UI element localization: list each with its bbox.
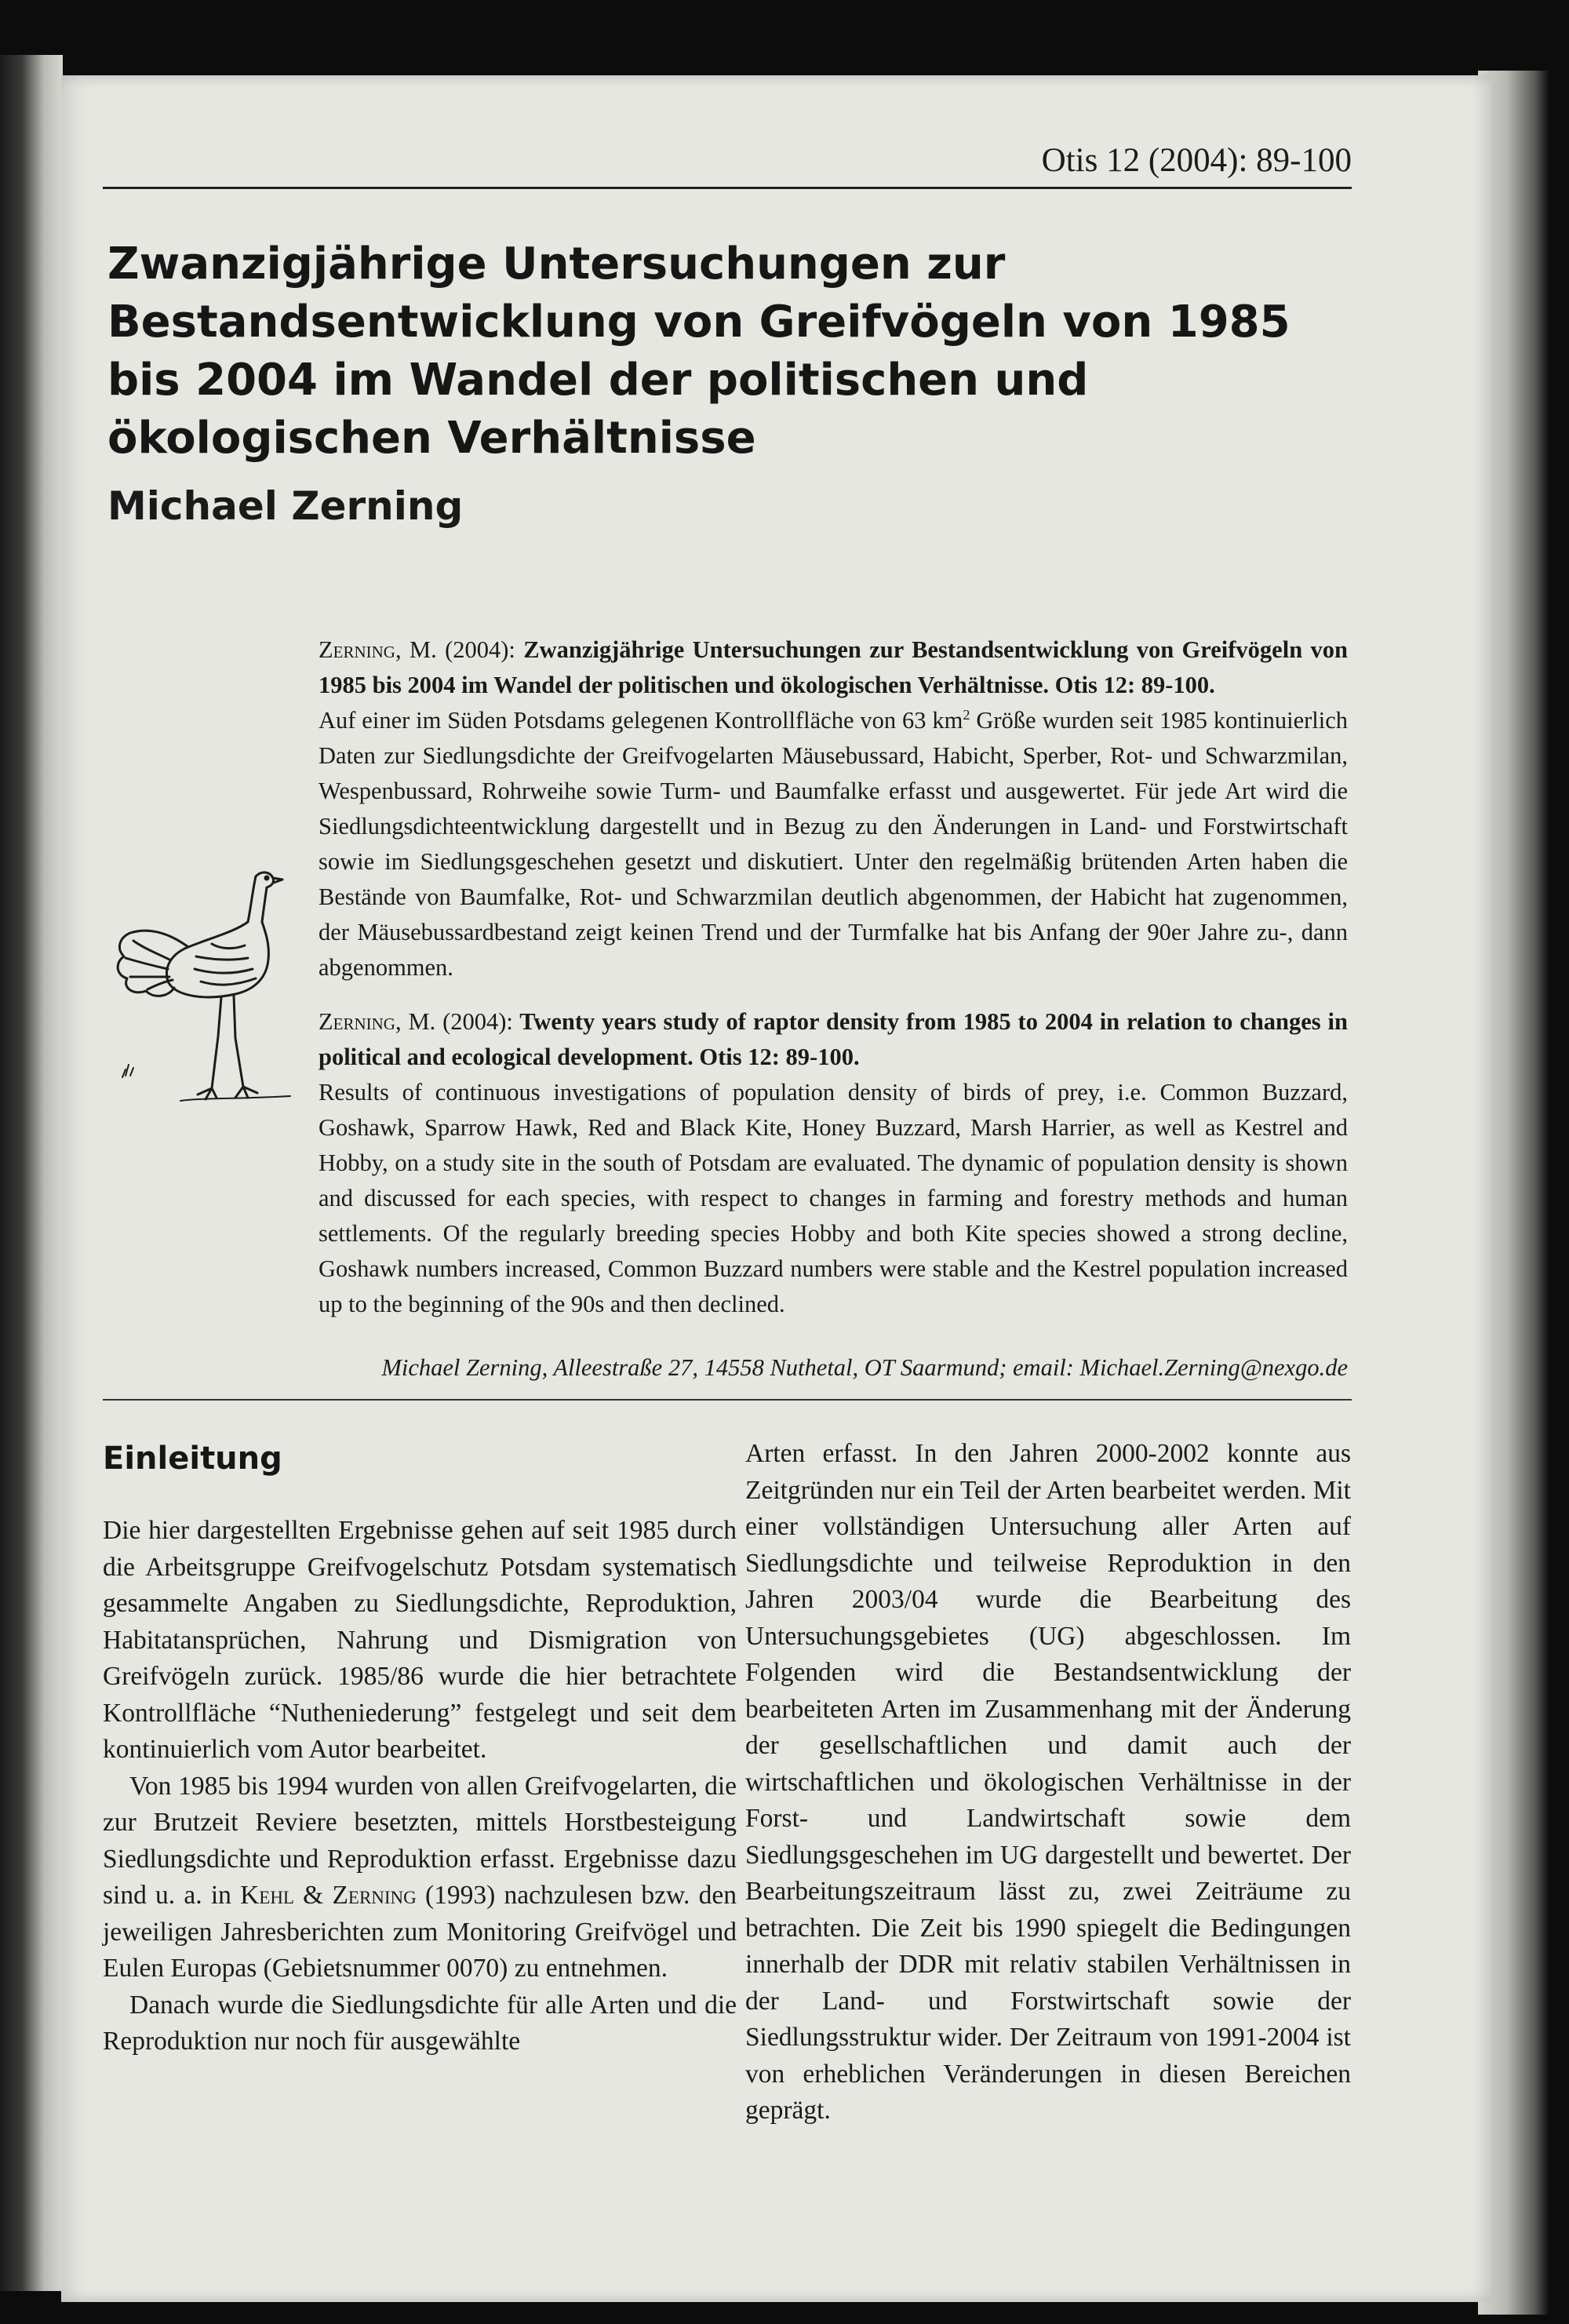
- citation-title: Zwanzigjährige Untersuchungen zur Bestandsentwicklung von Greifvögeln von 1985 bis 2004 im Wandel der politischen und ökologischen Verhältnisse. Otis 12: 89-100.: [319, 636, 1348, 698]
- header-rule: [103, 187, 1352, 189]
- citation-author: Zerning: [319, 636, 395, 663]
- reference-kehl-zerning: Kehl & Zerning: [240, 1881, 417, 1910]
- great-bustard-illustration: [102, 859, 306, 1118]
- intro-paragraph-2: Von 1985 bis 1994 wurden von allen Greifvogelarten, die zur Brutzeit Reviere besetzten, mittels Horstbesteigung Siedlungsdichte und Reproduktion erfasst. Ergebnisse dazu sind u. a. in Kehl & Zerning (1993) nachzulesen bzw. den jeweiligen Jahresberichten zum Monitoring Greifvögel und Eulen Europas (Gebietsnummer 0070) zu entnehmen.: [103, 1771, 737, 1983]
- abstract-english: [319, 1004, 1348, 1322]
- citation-year: , M. (2004):: [395, 1008, 513, 1035]
- running-head: Otis 12 (2004): 89-100: [1041, 142, 1352, 179]
- article-author: Michael Zerning: [107, 483, 464, 529]
- abstract-english-citation: [319, 1004, 1348, 1075]
- intro-paragraph-1: Die hier dargestellten Ergebnisse gehen auf seit 1985 durch die Arbeitsgruppe Greifvogelschutz Potsdam systematisch gesammelte Angaben zu Siedlungsdichte, Reproduktion, Habitatansprüchen, Nahrung und Dismigration von Greifvögeln zurück. 1985/86 wurde die hier betrachtete Kontrollfläche “Nutheniederung” festgelegt und seit dem kontinuierlich vom Autor bearbeitet.: [103, 1516, 737, 1764]
- abstract-english-text: Results of continuous investigations of population density of birds of prey, i.e. Common Buzzard, Goshawk, Sparrow Hawk, Red and Black Kite, Honey Buzzard, Marsh Harrier, as well as Kestrel and Hobby, on a study site in the south of Potsdam are evaluated. The dynamic of population density is shown and discussed for each species, with respect to changes in farming and forestry methods and human settlements. Of the regularly breeding species Hobby and both Kite species showed a strong decline, Goshawk numbers increased, Common Buzzard numbers were stable and the Kestrel population increased up to the beginning of the 90s and then declined.: [319, 1079, 1348, 1317]
- intro-paragraph-4: Arten erfasst. In den Jahren 2000-2002 konnte aus Zeitgründen nur ein Teil der Arten bearbeitet werden. Mit einer vollständigen Untersuchung aller Arten auf Siedlungsdichte und teilweise Reproduktion in den Jahren 2003/04 wurde die Bearbeitung des Untersuchungsgebietes (UG) abgeschlossen. Im Folgenden wird die Bestandsentwicklung der bearbeiteten Arten im Zusammenhang mit der Änderung der gesellschaftlichen und damit auch der wirtschaftlichen und ökologischen Verhältnisse in der Forst- und Landwirtschaft sowie dem Siedlungsgeschehen im UG dargestellt und bewertet. Der Bearbeitungszeitraum lässt zu, zwei Zeiträume zu betrachten. Die Zeit bis 1990 spiegelt die Bedingungen innerhalb der DDR mit relativ stabilen Verhältnissen in der Land- und Forstwirtschaft sowie der Siedlungsstruktur wider. Der Zeitraum von 1991-2004 ist von erheblichen Veränderungen in diesen Bereichen geprägt.: [745, 1439, 1351, 2125]
- article-title: Zwanzigjährige Untersuchungen zur Bestandsentwicklung von Greifvögeln von 1985 bis 2004 im Wandel der politischen und ökologischen Verhältnisse: [107, 239, 1291, 464]
- body-column-left: [103, 1513, 737, 2060]
- citation-author: Zerning: [319, 1008, 395, 1035]
- citation-title: Twenty years study of raptor density from 1985 to 2004 in relation to changes in political and ecological development. Otis 12: 89-100.: [319, 1008, 1348, 1070]
- abstract-german-citation: [319, 632, 1348, 703]
- section-heading-einleitung: Einleitung: [103, 1441, 282, 1477]
- author-address: Michael Zerning, Alleestraße 27, 14558 Nuthetal, OT Saarmund; email: Michael.Zerning@nexgo.de: [381, 1354, 1348, 1381]
- citation-year: , M. (2004):: [395, 636, 515, 663]
- body-rule: [103, 1399, 1352, 1401]
- abstract-german-text: Auf einer im Süden Potsdams gelegenen Kontrollfläche von 63 $km^2$ Größe wurden seit 1985 kontinuierlich Daten zur Siedlungsdichte der Greifvogelarten Mäusebussard, Habicht, Sperber, Rot- und Schwarzmilan, Wespenbussard, Rohrweihe sowie Turm- und Baumfalke erfasst und ausgewertet. Für jede Art wird die Siedlungsdichteentwicklung dargestellt und in Bezug zu den Änderungen in Land- und Forstwirtschaft sowie im Siedlungsgeschehen gesetzt und diskutiert. Unter den regelmäßig brütenden Arten haben die Bestände von Baumfalke, Rot- und Schwarzmilan deutlich abgenommen, der Habicht hat zugenommen, der Mäusebussardbestand zeigt keinen Trend und der Turmfalke hat bis Anfang der 90er Jahre zu-, dann abgenommen.: [319, 706, 1348, 981]
- intro-paragraph-3: Danach wurde die Siedlungsdichte für alle Arten und die Reproduktion nur noch für ausgewählte: [103, 1990, 737, 2056]
- spine-shadow: [0, 55, 63, 2291]
- abstract-german: [319, 632, 1348, 985]
- body-column-right: [745, 1436, 1351, 2129]
